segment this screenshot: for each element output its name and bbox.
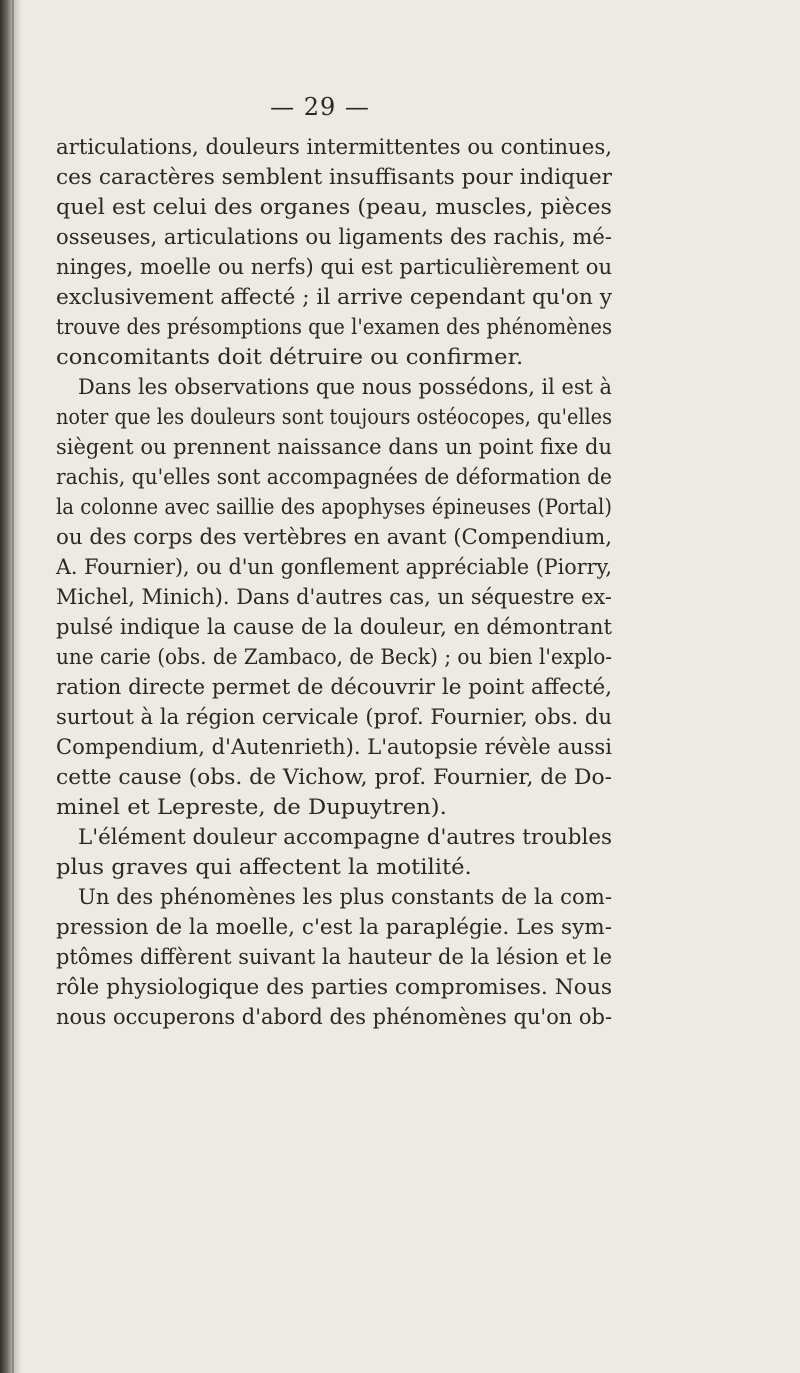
text-line: plus graves qui affectent la motilité.	[56, 855, 472, 879]
text-line: articulations, douleurs intermittentes ou continues,	[56, 135, 613, 159]
text-line: cette cause (obs. de Vichow, prof. Fournier, de Do-	[56, 765, 612, 789]
text-line: Dans les observations que nous possédons, il est à	[78, 375, 613, 399]
text-line: Compendium, d'Autenrieth). L'autopsie révèle aussi	[56, 735, 613, 759]
text-line: concomitants doit détruire ou confirmer.	[56, 345, 524, 369]
text-line: exclusivement affecté ; il arrive cependant qu'on y	[56, 285, 613, 309]
text-line: ration directe permet de découvrir le point affecté,	[56, 675, 612, 699]
page-number: — 29 —	[270, 93, 370, 121]
text-line: pulsé indique la cause de la douleur, en démontrant	[56, 615, 612, 639]
text-line: A. Fournier), ou d'un gonflement appréciable (Piorry,	[56, 555, 612, 579]
text-line: minel et Lepreste, de Dupuytren).	[56, 795, 447, 819]
text-line: L'élément douleur accompagne d'autres troubles	[78, 825, 613, 849]
text-line: nous occuperons d'abord des phénomènes qu'on ob-	[56, 1005, 613, 1029]
text-line: Michel, Minich). Dans d'autres cas, un séquestre ex-	[56, 585, 612, 609]
text-line: ou des corps des vertèbres en avant (Compendium,	[56, 525, 612, 549]
text-line: la colonne avec saillie des apophyses épineuses (Portal)	[56, 495, 612, 519]
text-line: ninges, moelle ou nerfs) qui est particulièrement ou	[56, 255, 613, 279]
text-line: ces caractères semblent insuffisants pour indiquer	[56, 165, 612, 189]
text-line: Un des phénomènes les plus constants de la com-	[78, 885, 612, 909]
text-line: surtout à la région cervicale (prof. Fournier, obs. du	[56, 705, 613, 729]
text-line: trouve des présomptions que l'examen des phénomènes	[56, 315, 613, 339]
text-line: noter que les douleurs sont toujours ostéocopes, qu'elles	[56, 405, 612, 429]
text-line: osseuses, articulations ou ligaments des rachis, mé-	[56, 225, 612, 249]
text-line: quel est celui des organes (peau, muscles, pièces	[56, 195, 612, 219]
text-line: rôle physiologique des parties compromises. Nous	[56, 975, 612, 999]
text-line: pression de la moelle, c'est la paraplégie. Les sym-	[56, 915, 613, 939]
text-line: une carie (obs. de Zambaco, de Beck) ; ou bien l'explo-	[56, 645, 613, 669]
text-line: ptômes diffèrent suivant la hauteur de la lésion et le	[56, 945, 613, 969]
text-line: siègent ou prennent naissance dans un point fixe du	[56, 435, 613, 459]
text-line: rachis, qu'elles sont accompagnées de déformation de	[56, 465, 612, 489]
